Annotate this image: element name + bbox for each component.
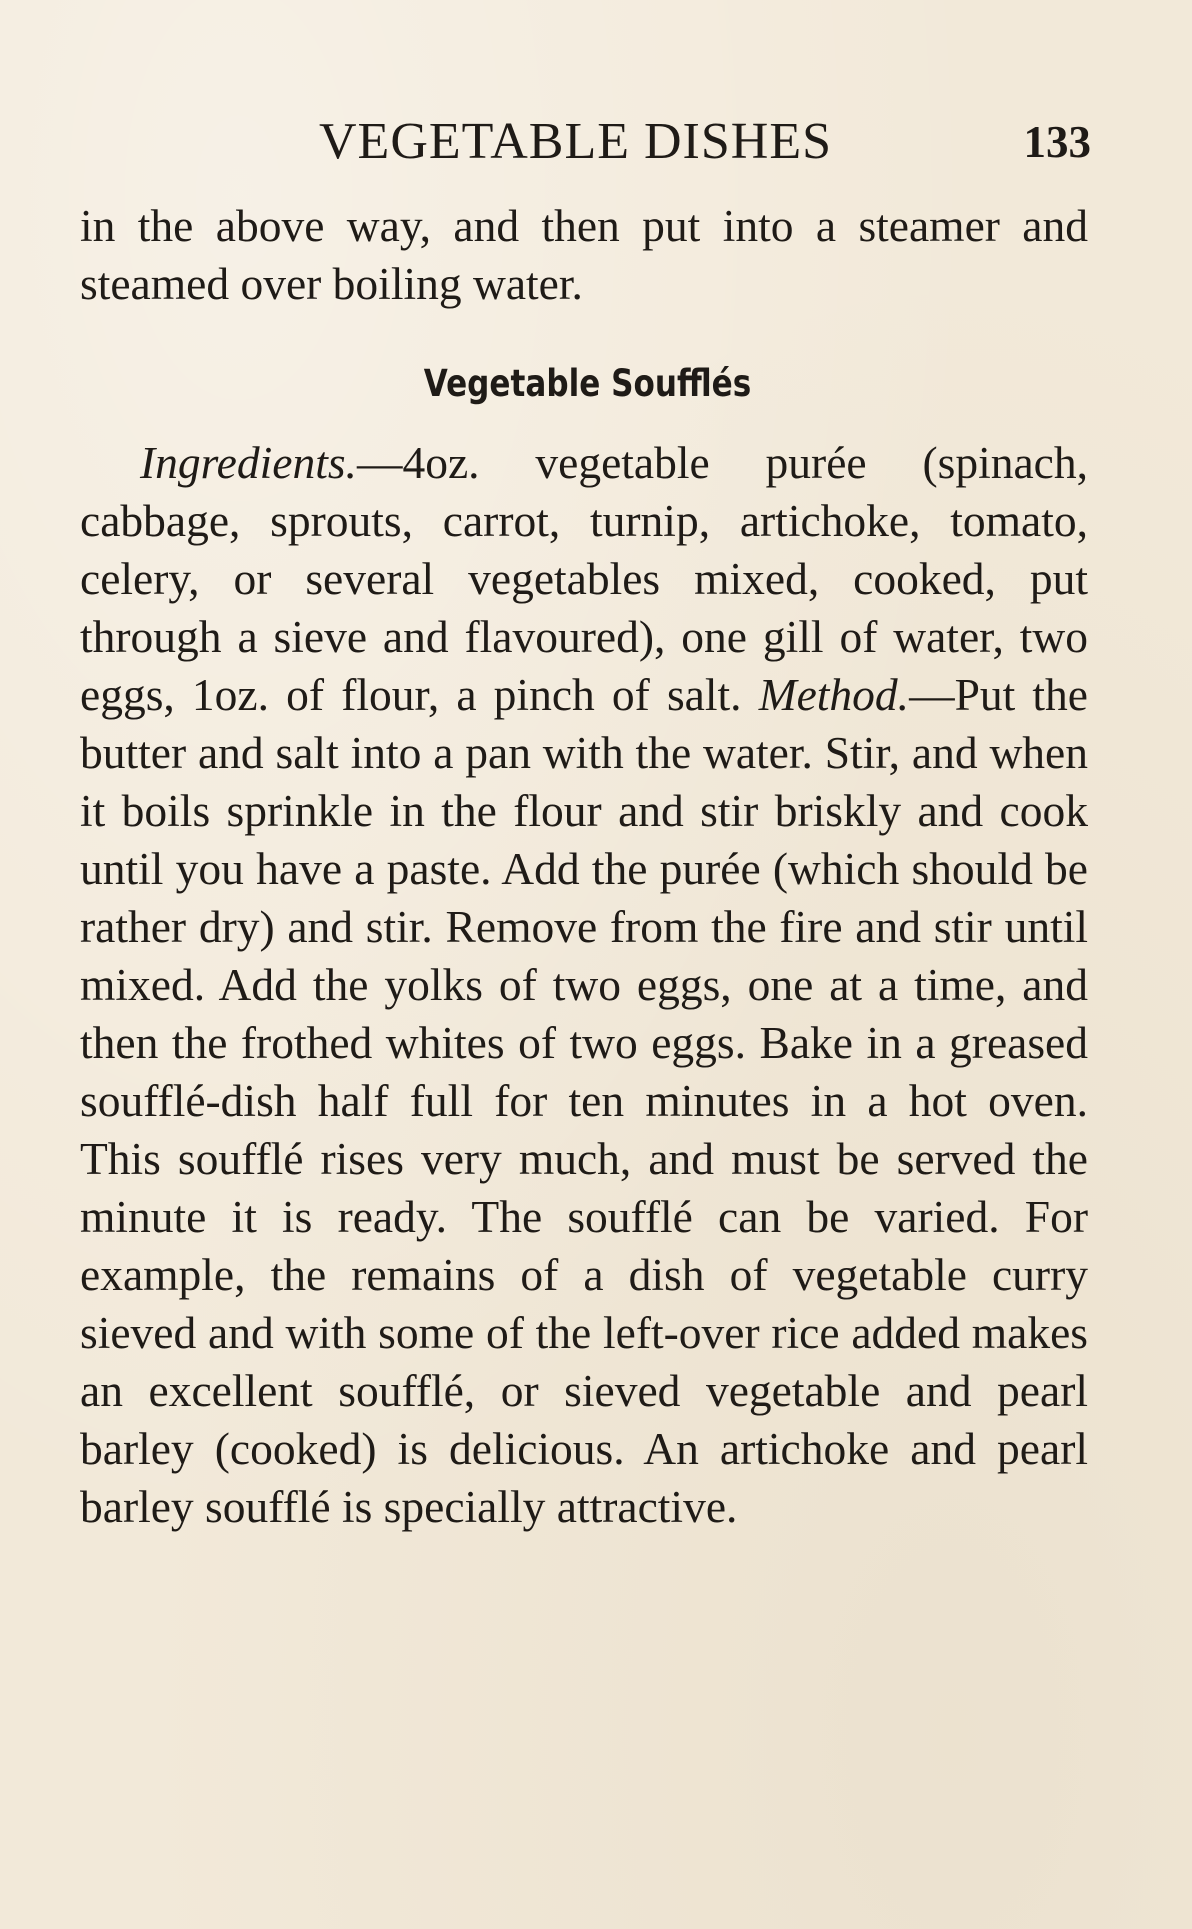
running-head: [84, 112, 1091, 172]
method-text: —Put the butter and salt into a pan with the water. Stir, and when it boils sprinkle in the flour and stir briskly and cook until you have a paste. Add the purée (which should be rather dry) and stir. Remove from the fire and stir until mixed. Add the yolks of two eggs, one at a time, and then the frothed whites of two eggs. Bake in a greased soufflé-dish half full for ten minutes in a hot oven. This soufflé rises very much, and must be served the minute it is ready. The soufflé can be varied. For example, the remains of a dish of vegetable curry sieved and with some of the left-over rice added makes an excellent soufflé, or sieved vegetable and pearl barley (cooked) is delicious. An artichoke and pearl barley soufflé is specially attractive.: [80, 669, 1088, 1532]
recipe-paragraph: [80, 434, 1088, 1536]
page-number: 133: [1023, 117, 1091, 167]
continuation-paragraph: in the above way, and then put into a steamer and steamed over boiling water.: [80, 200, 1088, 309]
section-heading: Vegetable Soufflés: [423, 362, 752, 405]
ingredients-text: —4oz. vegetable purée (spinach, cabbage, sprouts, carrot, turnip, artichoke, tomato, celery, or several vegetables mixed, cooked, put through a sieve and flavoured), one gill of water, two eggs, 1oz. of flour, a pinch of salt.: [80, 437, 1088, 720]
ingredients-label: Ingredients.: [140, 437, 357, 488]
method-label: Method.: [758, 669, 910, 720]
chapter-title: VEGETABLE DISHES: [319, 113, 833, 170]
